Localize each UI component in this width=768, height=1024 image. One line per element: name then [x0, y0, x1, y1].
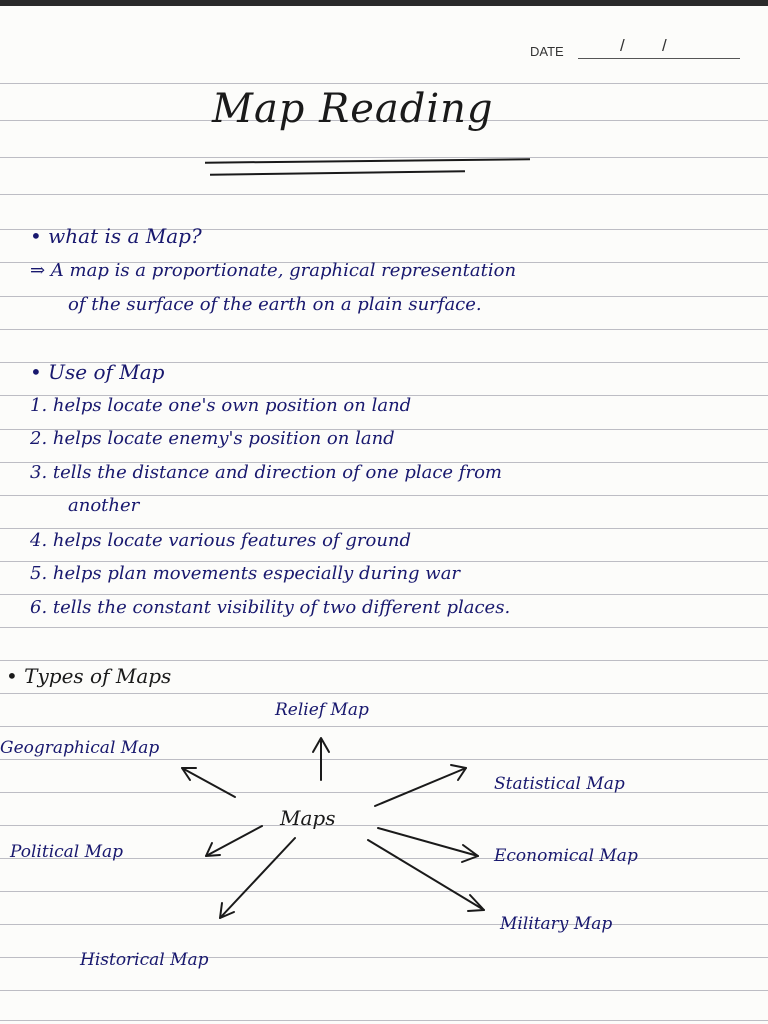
map-type-economical: Economical Map — [494, 846, 638, 866]
definition-line: ⇒ A map is a proportionate, graphical representation — [30, 260, 517, 281]
map-type-relief: Relief Map — [275, 700, 369, 720]
page-title: Map Reading — [212, 86, 494, 132]
date-separator: / — [620, 36, 625, 55]
arrow-to-statistical — [375, 768, 466, 806]
list-item: 1. helps locate one's own position on land — [30, 395, 412, 416]
section-heading-use-of-map: • Use of Map — [30, 360, 165, 384]
map-type-statistical: Statistical Map — [494, 774, 625, 794]
list-item: 2. helps locate enemy's position on land — [30, 428, 395, 449]
arrow-to-historical — [220, 838, 295, 918]
list-item: 3. tells the distance and direction of one place from — [30, 462, 502, 483]
list-item: 4. helps locate various features of ground — [30, 530, 412, 551]
map-type-historical: Historical Map — [80, 950, 209, 970]
section-heading-what-is-map: • what is a Map? — [30, 224, 202, 248]
arrow-to-economical — [378, 828, 478, 856]
diagram-center-maps: Maps — [280, 806, 336, 830]
arrow-to-geographical — [182, 768, 235, 797]
map-type-geographical: Geographical Map — [0, 738, 160, 758]
arrow-to-political — [206, 826, 262, 856]
arrow-to-military — [368, 840, 484, 910]
list-item: 5. helps plan movements especially during war — [30, 563, 461, 584]
definition-line: of the surface of the earth on a plain surface. — [68, 294, 482, 315]
date-separator: / — [662, 36, 667, 55]
map-type-political: Political Map — [10, 842, 124, 862]
date-label: DATE — [530, 44, 564, 59]
list-item-continuation: another — [68, 495, 140, 516]
section-heading-types-of-maps: • Types of Maps — [6, 664, 172, 688]
map-type-military: Military Map — [500, 914, 613, 934]
list-item: 6. tells the constant visibility of two different places. — [30, 597, 511, 618]
